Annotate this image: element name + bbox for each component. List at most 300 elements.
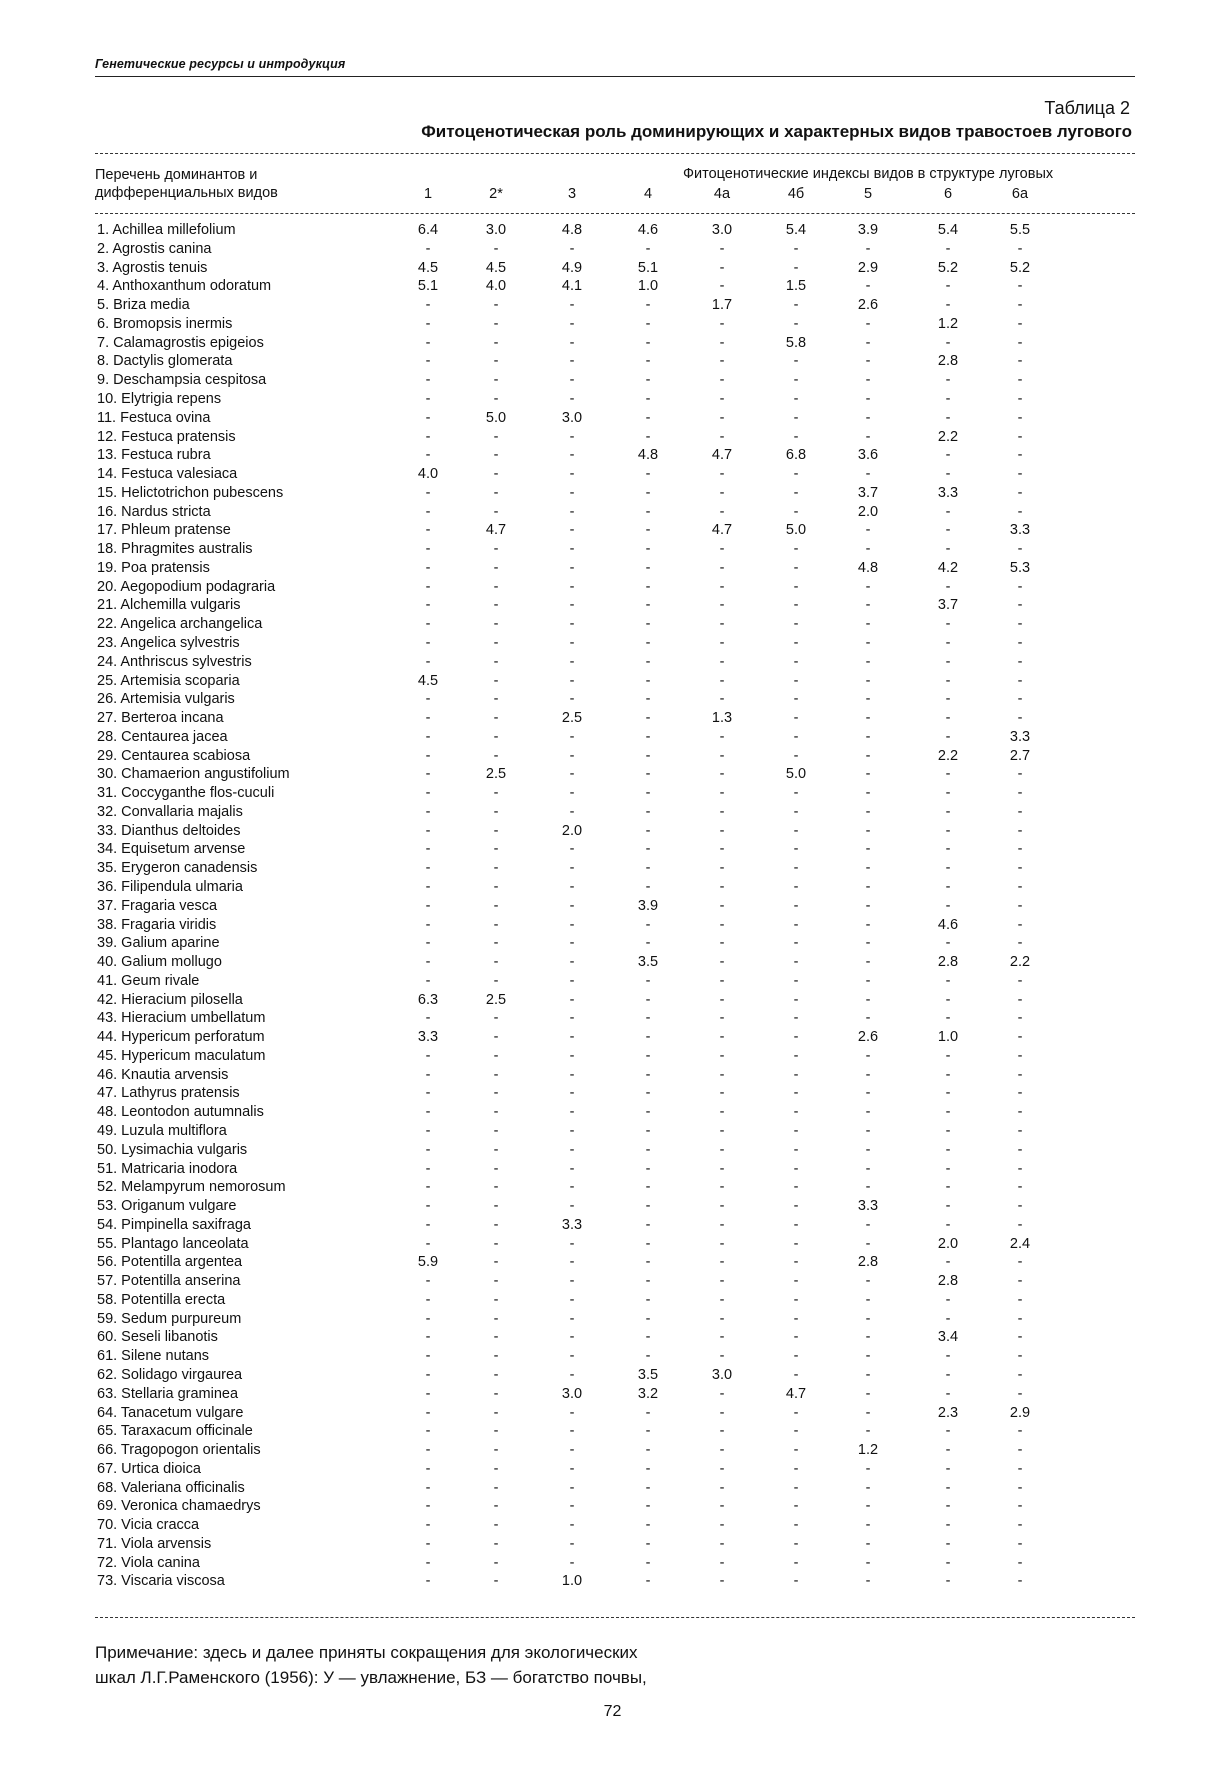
index-cell: - xyxy=(1017,803,1023,820)
table-row xyxy=(0,823,1225,842)
index-cell: - xyxy=(1017,616,1023,633)
index-cell: - xyxy=(719,1348,725,1365)
species-name: 68. Valeriana officinalis xyxy=(97,1479,245,1496)
index-cell: - xyxy=(719,935,725,952)
index-cell: 4.5 xyxy=(485,259,507,276)
index-cell: - xyxy=(569,1141,575,1158)
index-cell: - xyxy=(793,240,799,257)
species-name: 30. Chamaerion angustifolium xyxy=(97,766,290,783)
index-cell: - xyxy=(493,634,499,651)
index-cell: - xyxy=(865,409,871,426)
index-cell: - xyxy=(569,1404,575,1421)
index-cell: 3.3 xyxy=(857,1198,879,1214)
index-cell: - xyxy=(793,409,799,426)
index-cell: - xyxy=(865,972,871,989)
index-cell: - xyxy=(425,372,431,389)
index-cell: - xyxy=(425,1310,431,1327)
index-cell: - xyxy=(569,315,575,332)
index-cell: - xyxy=(569,1123,575,1139)
species-name: 4. Anthoxanthum odoratum xyxy=(97,278,272,295)
table-row xyxy=(0,710,1225,729)
index-cell: - xyxy=(945,466,951,482)
index-cell: - xyxy=(719,466,725,482)
index-cell: 5.4 xyxy=(937,222,959,238)
index-cell: - xyxy=(945,991,951,1008)
index-cell: - xyxy=(645,1291,651,1308)
index-cell: - xyxy=(493,1573,499,1590)
index-cell: 2.8 xyxy=(937,954,959,970)
index-cell: - xyxy=(645,653,651,670)
index-cell: - xyxy=(645,334,651,351)
index-cell: - xyxy=(493,372,499,389)
index-cell: - xyxy=(793,822,799,839)
table-row xyxy=(0,447,1225,466)
table-row xyxy=(0,429,1225,448)
index-cell: - xyxy=(719,1235,725,1252)
index-cell: - xyxy=(945,297,951,314)
index-cell: - xyxy=(719,897,725,914)
index-cell: 1.2 xyxy=(857,1442,879,1458)
column-header: 1 xyxy=(423,186,433,202)
index-cell: - xyxy=(793,1235,799,1252)
index-cell: - xyxy=(945,1367,951,1383)
index-cell: - xyxy=(945,503,951,520)
index-cell: - xyxy=(425,728,431,745)
index-cell: - xyxy=(719,559,725,576)
index-cell: - xyxy=(793,710,799,726)
index-cell: - xyxy=(569,428,575,445)
index-cell: - xyxy=(793,1179,799,1196)
index-cell: - xyxy=(865,428,871,445)
index-cell: 3.5 xyxy=(637,1367,659,1383)
index-cell: - xyxy=(569,1517,575,1534)
index-cell: - xyxy=(1017,409,1023,426)
index-cell: - xyxy=(425,916,431,933)
index-cell: - xyxy=(425,297,431,314)
index-cell: - xyxy=(793,672,799,689)
index-cell: - xyxy=(945,1254,951,1271)
index-cell: - xyxy=(1017,897,1023,914)
index-cell: - xyxy=(865,278,871,295)
index-cell: 3.0 xyxy=(561,1385,583,1402)
index-cell: - xyxy=(865,1329,871,1346)
index-cell: - xyxy=(1017,785,1023,802)
index-cell: - xyxy=(945,728,951,745)
index-cell: - xyxy=(865,766,871,783)
index-cell: - xyxy=(569,240,575,257)
index-cell: - xyxy=(1017,578,1023,595)
index-cell: - xyxy=(945,766,951,783)
index-cell: - xyxy=(865,1085,871,1102)
table-row xyxy=(0,635,1225,654)
table-row xyxy=(0,917,1225,936)
index-cell: - xyxy=(793,1273,799,1290)
index-cell: - xyxy=(719,728,725,745)
index-cell: - xyxy=(865,1423,871,1440)
index-cell: - xyxy=(719,1423,725,1440)
index-cell: - xyxy=(793,503,799,520)
index-cell: - xyxy=(425,1273,431,1290)
index-cell: - xyxy=(425,1385,431,1402)
table-row xyxy=(0,1329,1225,1348)
index-cell: - xyxy=(645,1123,651,1139)
index-cell: 2.3 xyxy=(937,1404,959,1421)
index-cell: - xyxy=(425,1047,431,1064)
index-cell: - xyxy=(425,1235,431,1252)
index-cell: - xyxy=(569,672,575,689)
index-cell: - xyxy=(945,278,951,295)
index-cell: - xyxy=(865,1573,871,1590)
index-cell: - xyxy=(645,672,651,689)
index-cell: - xyxy=(719,1404,725,1421)
index-cell: - xyxy=(1017,672,1023,689)
species-name: 6. Bromopsis inermis xyxy=(97,315,233,332)
index-cell: - xyxy=(645,1141,651,1158)
index-cell: - xyxy=(569,1104,575,1121)
index-cell: - xyxy=(645,297,651,314)
index-cell: - xyxy=(945,1085,951,1102)
species-name: 67. Urtica dioica xyxy=(97,1460,201,1477)
index-cell: - xyxy=(719,1329,725,1346)
index-cell: - xyxy=(645,1273,651,1290)
index-cell: - xyxy=(793,616,799,633)
index-cell: - xyxy=(865,634,871,651)
index-cell: 5.5 xyxy=(1009,222,1031,238)
table-row xyxy=(0,1048,1225,1067)
index-cell: - xyxy=(425,1104,431,1121)
species-name: 17. Phleum pratense xyxy=(97,522,231,539)
index-cell: 3.4 xyxy=(937,1329,959,1346)
index-cell: - xyxy=(945,822,951,839)
index-cell: - xyxy=(1017,1442,1023,1458)
index-cell: 3.9 xyxy=(857,222,879,238)
index-cell: - xyxy=(865,1348,871,1365)
index-cell: - xyxy=(1017,503,1023,520)
index-cell: - xyxy=(945,541,951,558)
index-cell: 1.0 xyxy=(561,1573,583,1590)
index-cell: - xyxy=(865,578,871,595)
index-cell: - xyxy=(645,390,651,407)
index-cell: - xyxy=(719,1160,725,1177)
index-cell: - xyxy=(865,597,871,614)
index-cell: - xyxy=(425,1517,431,1534)
index-cell: - xyxy=(793,897,799,914)
index-cell: - xyxy=(719,860,725,877)
index-cell: - xyxy=(793,1310,799,1327)
index-cell: - xyxy=(569,1066,575,1083)
species-name: 69. Veronica chamaedrys xyxy=(97,1498,261,1515)
index-cell: 4.5 xyxy=(417,259,439,276)
index-cell: - xyxy=(793,428,799,445)
index-cell: - xyxy=(425,1404,431,1421)
table-row xyxy=(0,522,1225,541)
species-name: 49. Luzula multiflora xyxy=(97,1123,227,1139)
index-cell: 1.0 xyxy=(637,278,659,295)
table-row xyxy=(0,1480,1225,1499)
index-cell: - xyxy=(719,541,725,558)
table-row xyxy=(0,541,1225,560)
index-cell: - xyxy=(425,541,431,558)
index-cell: - xyxy=(945,653,951,670)
index-cell: - xyxy=(645,1029,651,1046)
index-cell: - xyxy=(1017,1554,1023,1571)
index-cell: - xyxy=(569,1423,575,1440)
index-cell: - xyxy=(719,878,725,895)
index-cell: - xyxy=(493,1385,499,1402)
index-cell: - xyxy=(719,484,725,501)
index-cell: - xyxy=(793,1535,799,1552)
index-cell: - xyxy=(945,372,951,389)
index-cell: 2.2 xyxy=(1009,954,1031,970)
index-cell: - xyxy=(719,1273,725,1290)
index-cell: - xyxy=(719,1479,725,1496)
index-cell: - xyxy=(719,1310,725,1327)
index-cell: - xyxy=(493,672,499,689)
index-cell: - xyxy=(569,1047,575,1064)
index-cell: - xyxy=(493,1179,499,1196)
index-cell: - xyxy=(569,860,575,877)
index-cell: - xyxy=(493,785,499,802)
index-cell: - xyxy=(865,372,871,389)
index-cell: - xyxy=(945,1198,951,1214)
index-cell: - xyxy=(425,353,431,370)
index-cell: - xyxy=(719,278,725,295)
table-row xyxy=(0,1292,1225,1311)
index-cell: - xyxy=(865,1104,871,1121)
index-cell: - xyxy=(793,1141,799,1158)
index-cell: - xyxy=(569,390,575,407)
index-cell: - xyxy=(569,878,575,895)
index-cell: - xyxy=(719,1198,725,1214)
index-cell: - xyxy=(945,1160,951,1177)
index-cell: - xyxy=(569,541,575,558)
index-cell: - xyxy=(645,710,651,726)
species-name: 25. Artemisia scoparia xyxy=(97,672,240,689)
index-cell: - xyxy=(945,522,951,539)
index-cell: - xyxy=(793,1348,799,1365)
index-cell: - xyxy=(493,466,499,482)
table-top-rule xyxy=(95,153,1135,154)
index-cell: - xyxy=(425,766,431,783)
index-cell: - xyxy=(645,353,651,370)
index-cell: - xyxy=(719,390,725,407)
index-cell: - xyxy=(945,878,951,895)
index-cell: - xyxy=(425,1291,431,1308)
index-cell: - xyxy=(865,1141,871,1158)
index-cell: - xyxy=(945,1385,951,1402)
index-cell: - xyxy=(645,1235,651,1252)
index-cell: - xyxy=(645,1160,651,1177)
index-cell: - xyxy=(945,785,951,802)
table-row xyxy=(0,391,1225,410)
index-cell: - xyxy=(945,634,951,651)
index-cell: - xyxy=(493,1442,499,1458)
table-row xyxy=(0,372,1225,391)
species-name: 10. Elytrigia repens xyxy=(97,390,222,407)
index-cell: - xyxy=(793,372,799,389)
index-cell: - xyxy=(1017,634,1023,651)
index-cell: - xyxy=(793,578,799,595)
index-cell: 2.5 xyxy=(485,991,507,1008)
index-cell: - xyxy=(425,503,431,520)
index-cell: - xyxy=(865,822,871,839)
index-cell: - xyxy=(493,1291,499,1308)
index-cell: - xyxy=(493,1029,499,1046)
table-row xyxy=(0,1386,1225,1405)
index-cell: - xyxy=(1017,766,1023,783)
table-row xyxy=(0,1179,1225,1198)
index-cell: - xyxy=(793,860,799,877)
species-name: 8. Dactylis glomerata xyxy=(97,353,233,370)
index-cell: - xyxy=(719,1291,725,1308)
index-cell: - xyxy=(493,1329,499,1346)
table-row xyxy=(0,654,1225,673)
table-row xyxy=(0,729,1225,748)
species-name: 13. Festuca rubra xyxy=(97,447,211,464)
table-row xyxy=(0,597,1225,616)
index-cell: - xyxy=(1017,710,1023,726)
index-cell: - xyxy=(645,522,651,539)
table-row xyxy=(0,954,1225,973)
index-cell: - xyxy=(793,1404,799,1421)
index-cell: - xyxy=(793,1066,799,1083)
index-cell: 5.0 xyxy=(485,409,507,426)
index-cell: - xyxy=(425,1460,431,1477)
index-cell: - xyxy=(569,484,575,501)
index-cell: - xyxy=(719,1442,725,1458)
index-cell: - xyxy=(493,315,499,332)
index-cell: - xyxy=(945,1066,951,1083)
index-cell: - xyxy=(425,710,431,726)
index-cell: - xyxy=(569,972,575,989)
index-cell: - xyxy=(865,1179,871,1196)
index-cell: - xyxy=(493,1460,499,1477)
index-cell: - xyxy=(493,1479,499,1496)
index-cell: - xyxy=(493,1141,499,1158)
index-cell: - xyxy=(865,897,871,914)
index-cell: 4.8 xyxy=(637,447,659,464)
index-cell: 5.2 xyxy=(1009,259,1031,276)
index-cell: - xyxy=(793,1047,799,1064)
species-name: 70. Vicia cracca xyxy=(97,1517,200,1534)
index-cell: - xyxy=(719,315,725,332)
index-cell: - xyxy=(645,1066,651,1083)
index-cell: - xyxy=(865,1367,871,1383)
index-cell: - xyxy=(645,578,651,595)
index-cell: 3.3 xyxy=(561,1216,583,1233)
species-name: 23. Angelica sylvestris xyxy=(97,634,240,651)
index-cell: - xyxy=(493,1273,499,1290)
index-cell: - xyxy=(865,1235,871,1252)
index-cell: - xyxy=(425,897,431,914)
index-cell: 3.0 xyxy=(561,409,583,426)
index-cell: - xyxy=(645,428,651,445)
index-cell: - xyxy=(865,240,871,257)
index-cell: - xyxy=(719,1554,725,1571)
index-cell: - xyxy=(493,484,499,501)
index-cell: - xyxy=(645,1047,651,1064)
index-cell: 4.7 xyxy=(711,447,733,464)
index-cell: - xyxy=(645,860,651,877)
index-cell: - xyxy=(569,653,575,670)
index-cell: - xyxy=(645,1010,651,1027)
species-name: 72. Viola canina xyxy=(97,1554,200,1571)
index-cell: - xyxy=(493,1085,499,1102)
indices-group-header: Фитоценотические индексы видов в структуре луговых xyxy=(683,166,1054,182)
index-cell: - xyxy=(645,1460,651,1477)
index-cell: - xyxy=(645,1442,651,1458)
index-cell: - xyxy=(865,860,871,877)
index-cell: - xyxy=(493,1348,499,1365)
index-cell: - xyxy=(945,409,951,426)
index-cell: - xyxy=(865,691,871,708)
index-cell: - xyxy=(865,1385,871,1402)
index-cell: 4.6 xyxy=(637,222,659,238)
index-cell: - xyxy=(719,1460,725,1477)
index-cell: - xyxy=(719,991,725,1008)
index-cell: - xyxy=(1017,841,1023,858)
index-cell: - xyxy=(425,334,431,351)
index-cell: - xyxy=(493,1254,499,1271)
index-cell: 2.0 xyxy=(561,822,583,839)
index-cell: - xyxy=(793,691,799,708)
column-header: 6 xyxy=(943,186,953,202)
index-cell: - xyxy=(425,841,431,858)
index-cell: - xyxy=(793,1010,799,1027)
species-name: 31. Coccyganthe flos-cuculi xyxy=(97,785,275,802)
index-cell: - xyxy=(645,616,651,633)
index-cell: - xyxy=(945,390,951,407)
species-name: 59. Sedum purpureum xyxy=(97,1310,242,1327)
species-name: 28. Centaurea jacea xyxy=(97,728,228,745)
index-cell: - xyxy=(793,1085,799,1102)
species-name: 71. Viola arvensis xyxy=(97,1535,212,1552)
species-name: 64. Tanacetum vulgare xyxy=(97,1404,244,1421)
index-cell: - xyxy=(865,728,871,745)
index-cell: - xyxy=(945,1554,951,1571)
species-name: 2. Agrostis canina xyxy=(97,240,212,257)
species-name: 53. Origanum vulgare xyxy=(97,1198,237,1214)
index-cell: - xyxy=(945,447,951,464)
index-cell: - xyxy=(865,1479,871,1496)
index-cell: - xyxy=(719,1216,725,1233)
index-cell: - xyxy=(865,315,871,332)
index-cell: - xyxy=(645,747,651,764)
header-bottom-rule xyxy=(95,213,1135,214)
table-row xyxy=(0,335,1225,354)
index-cell: 1.0 xyxy=(937,1029,959,1046)
index-cell: - xyxy=(865,878,871,895)
index-cell: - xyxy=(569,1273,575,1290)
index-cell: - xyxy=(945,334,951,351)
index-cell: - xyxy=(493,447,499,464)
index-cell: - xyxy=(1017,1104,1023,1121)
index-cell: - xyxy=(1017,878,1023,895)
index-cell: - xyxy=(719,1535,725,1552)
index-cell: - xyxy=(493,1198,499,1214)
index-cell: - xyxy=(865,803,871,820)
index-cell: - xyxy=(945,1216,951,1233)
index-cell: - xyxy=(865,334,871,351)
index-cell: - xyxy=(865,710,871,726)
table-bottom-rule xyxy=(95,1617,1135,1618)
index-cell: 2.0 xyxy=(857,503,879,520)
index-cell: - xyxy=(793,1216,799,1233)
index-cell: - xyxy=(719,1254,725,1271)
index-cell: - xyxy=(1017,297,1023,314)
index-cell: - xyxy=(793,1479,799,1496)
index-cell: - xyxy=(569,466,575,482)
